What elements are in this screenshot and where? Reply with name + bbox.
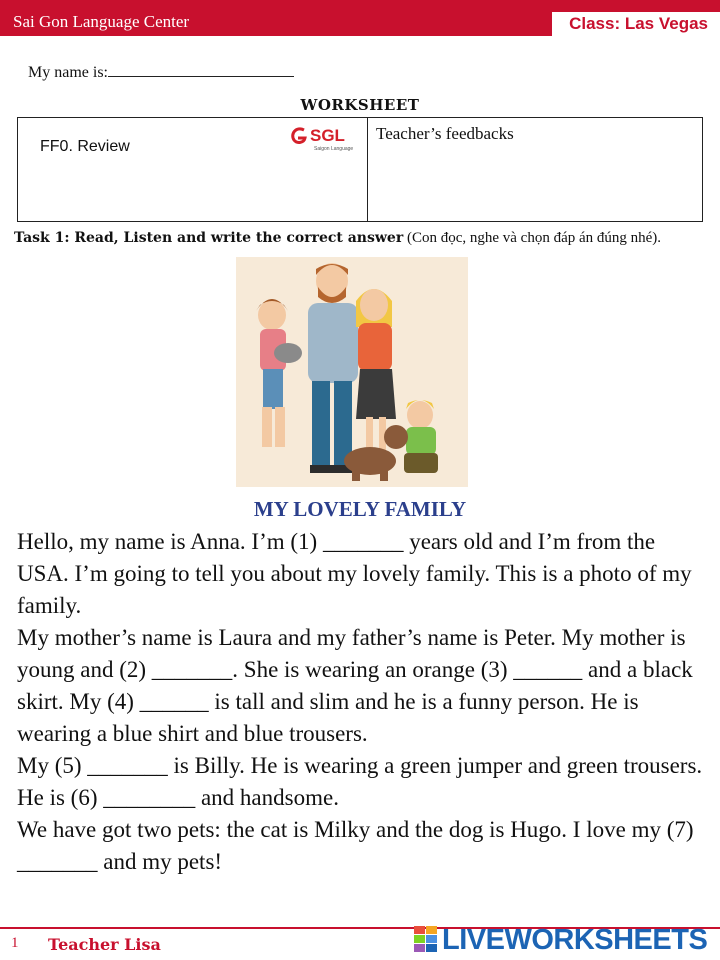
dog-figure: [344, 425, 408, 481]
story-paragraph: We have got two pets: the cat is Milky and the dog is Hugo. I love my (7) _______ and my pets!: [17, 817, 694, 874]
father-figure: [308, 263, 358, 473]
worksheet-title: WORKSHEET: [300, 96, 420, 114]
table-divider: [367, 118, 368, 221]
family-illustration: [236, 257, 468, 487]
sgl-logo-text: SGL: [310, 126, 345, 145]
story-paragraph: My mother’s name is Laura and my father’s name is Peter. My mother is young and (2) _______. She is wearing an orange (3) ______ and a black skirt. My (4) ______ is tall and slim and he is a funny person. He is wearing a blue shirt and blue trousers.: [17, 625, 693, 746]
story-text: [17, 526, 707, 878]
header-bar: [0, 0, 720, 34]
story-title: MY LOVELY FAMILY: [253, 497, 467, 521]
liveworksheets-icon: [412, 924, 440, 954]
task-note: (Con đọc, nghe và chọn đáp án đúng nhé).: [403, 230, 662, 246]
sgl-logo: [288, 126, 360, 152]
name-blank-line[interactable]: [108, 62, 294, 77]
story-paragraph: Hello, my name is Anna. I’m (1) _______ years old and I’m from the USA. I’m going to tell you about my lovely family. This is a photo of my family.: [17, 529, 692, 618]
class-label: Class: Las Vegas: [569, 14, 708, 33]
feedback-label: Teacher’s feedbacks: [376, 124, 514, 143]
page-number: 1: [11, 935, 19, 951]
course-label: FF0. Review: [40, 138, 130, 155]
center-name: Sai Gon Language Center: [13, 12, 190, 31]
girl-figure: [256, 299, 302, 447]
worksheet-header-table: [17, 117, 703, 222]
task-label: Task 1: Read, Listen and write the correct answer: [14, 230, 404, 246]
teacher-name: Teacher Lisa: [48, 935, 161, 954]
name-field: [28, 62, 294, 82]
task-instruction: [14, 228, 720, 248]
liveworksheets-logo[interactable]: [412, 924, 712, 954]
name-label: My name is:: [28, 64, 108, 81]
sgl-logo-subtext: Saigon Language: [314, 146, 354, 152]
story-paragraph: My (5) _______ is Billy. He is wearing a green jumper and green trousers. He is (6) ________ and handsome.: [17, 753, 703, 810]
liveworksheets-text: LIVEWORKSHEETS: [442, 924, 708, 956]
boy-figure: [404, 400, 438, 473]
sgl-logo-icon: [288, 126, 310, 148]
